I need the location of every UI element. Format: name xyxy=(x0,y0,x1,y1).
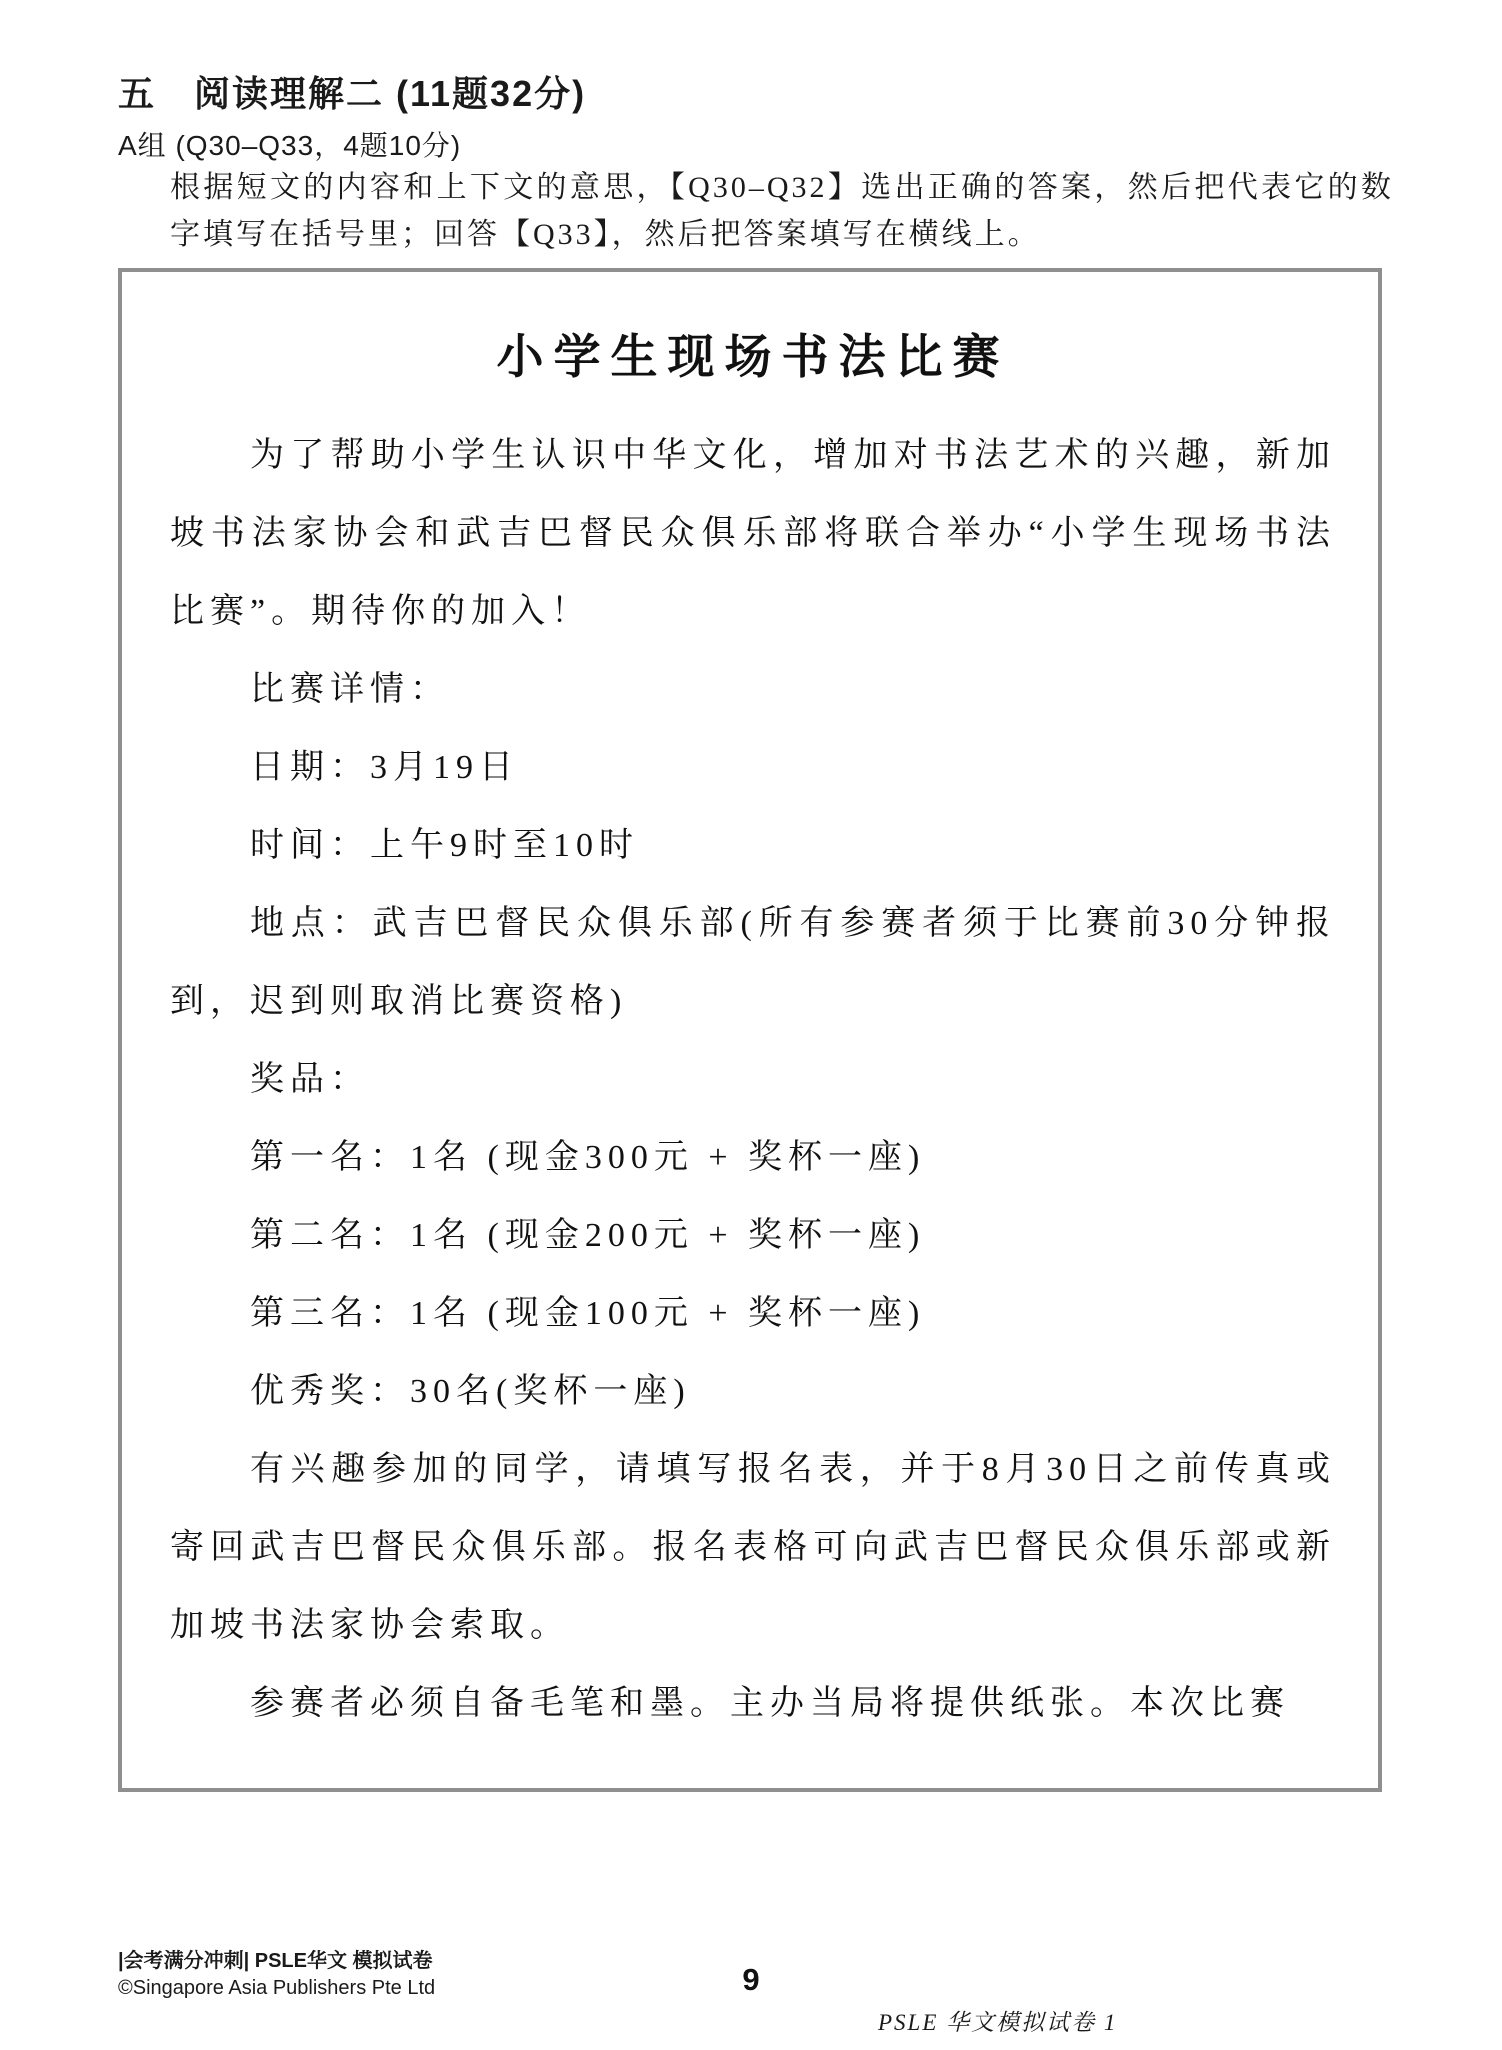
passage-paragraph: 第二名：1名 (现金200元 + 奖杯一座) xyxy=(250,1217,926,1254)
passage-paragraph: 时间：上午9时至10时 xyxy=(250,827,639,864)
passage-paragraph: 优秀奖：30名(奖杯一座) xyxy=(250,1373,691,1410)
passage-paragraph: 参赛者必须自备毛笔和墨。主办当局将提供纸张。本次比赛 xyxy=(250,1685,1290,1722)
imprint-series-line: |会考满分冲刺| PSLE华文 模拟试卷 xyxy=(118,1950,433,1972)
passage-paragraph: 有兴趣参加的同学，请填写报名表，并于8月30日之前传真或寄回武吉巴督民众俱乐部。报名表格可向武吉巴督民众俱乐部或新加坡书法家协会索取。 xyxy=(170,1451,1336,1644)
passage-paragraph: 奖品： xyxy=(250,1061,370,1098)
passage-paragraph: 第三名：1名 (现金100元 + 奖杯一座) xyxy=(250,1295,926,1332)
passage-box xyxy=(118,268,1382,1792)
imprint-copyright-line: ©Singapore Asia Publishers Pte Ltd xyxy=(118,1977,436,1999)
passage-paragraph: 比赛详情： xyxy=(250,671,450,708)
page-number: 9 xyxy=(742,1962,760,1997)
passage-body xyxy=(170,417,1336,1743)
group-heading: A组 (Q30–Q33，4题10分) xyxy=(118,130,462,161)
passage-title: 小学生现场书法比赛 xyxy=(496,332,1010,384)
passage-paragraph: 地点：武吉巴督民众俱乐部(所有参赛者须于比赛前30分钟报到，迟到则取消比赛资格) xyxy=(170,905,1336,1020)
passage-paragraph: 日期：3月19日 xyxy=(250,749,519,786)
passage-paragraph: 为了帮助小学生认识中华文化，增加对书法艺术的兴趣，新加坡书法家协会和武吉巴督民众俱乐部将联合举办“小学生现场书法比赛”。期待你的加入！ xyxy=(170,437,1336,630)
passage-paragraph: 第一名：1名 (现金300元 + 奖杯一座) xyxy=(250,1139,926,1176)
section-title: 五 阅读理解二 (11题32分) xyxy=(118,73,587,114)
instructions-text: 根据短文的内容和上下文的意思，【Q30–Q32】选出正确的答案，然后把代表它的数字填写在括号里；回答【Q33】，然后把答案填写在横线上。 xyxy=(170,171,1394,251)
volume-label: PSLE 华文模拟试卷 1 xyxy=(878,2010,1118,2035)
